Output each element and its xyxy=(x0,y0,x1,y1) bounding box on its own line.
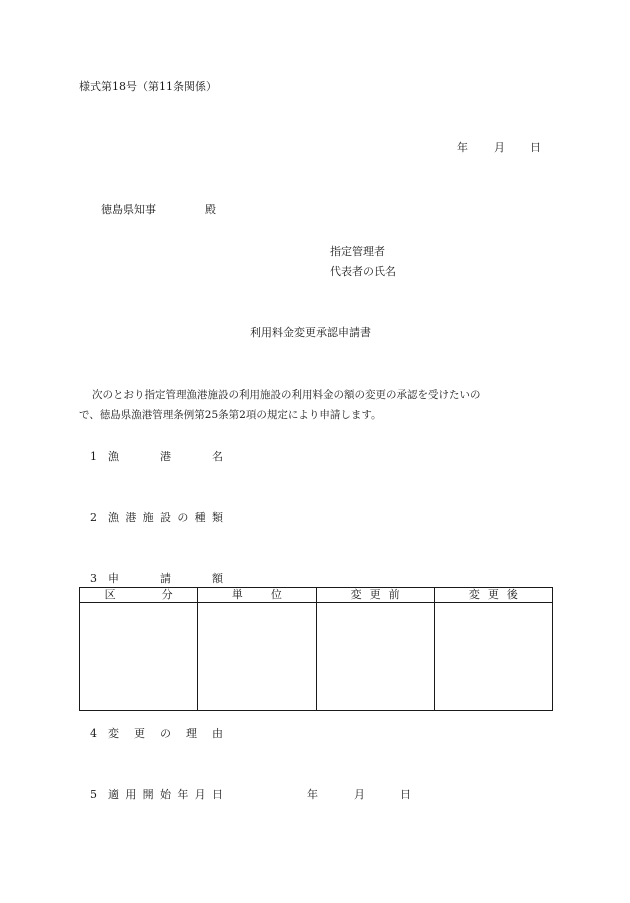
cell-after-change xyxy=(434,603,552,711)
label-char: 変 xyxy=(108,727,119,740)
header-char: 更 xyxy=(487,588,499,601)
header-before-change xyxy=(316,588,434,603)
start-date-month-label: 月 xyxy=(354,788,365,801)
addressee-honorific: 殿 xyxy=(205,203,216,216)
label-char: 日 xyxy=(211,788,223,801)
item-4-number: 4 xyxy=(90,727,97,740)
header-char: 変 xyxy=(468,588,480,601)
date-month-label: 月 xyxy=(494,141,505,154)
label-char: 漁 xyxy=(108,450,119,463)
label-char: 施 xyxy=(142,511,154,524)
header-after-change xyxy=(434,588,552,603)
label-char: の xyxy=(177,511,189,524)
label-char: 年 xyxy=(177,788,189,801)
amount-table xyxy=(79,587,553,711)
label-char: の xyxy=(160,727,171,740)
header-char: 位 xyxy=(270,588,282,601)
label-char: 類 xyxy=(211,511,223,524)
label-char: 漁 xyxy=(108,511,119,524)
label-char: 理 xyxy=(186,727,197,740)
item-2-label xyxy=(108,511,223,525)
table-header-row xyxy=(80,588,553,603)
header-char: 後 xyxy=(506,588,518,601)
header-char: 更 xyxy=(369,588,381,601)
label-char: 港 xyxy=(160,450,171,463)
header-char: 前 xyxy=(388,588,400,601)
item-2-number: 2 xyxy=(90,511,97,524)
label-char: 月 xyxy=(194,788,206,801)
label-char: 請 xyxy=(160,572,171,585)
cell-category xyxy=(80,603,198,711)
document-title: 利用料金変更承認申請書 xyxy=(250,326,371,339)
item-5-label xyxy=(108,788,223,802)
label-char: 設 xyxy=(159,511,171,524)
cell-unit xyxy=(198,603,316,711)
header-char: 区 xyxy=(104,588,116,601)
label-char: 申 xyxy=(108,572,119,585)
body-line-2: で、徳島県漁港管理条例第25条第2項の規定により申請します。 xyxy=(79,409,382,421)
header-unit xyxy=(198,588,316,603)
body-line-1: 次のとおり指定管理漁港施設の利用施設の利用料金の額の変更の承認を受けたいの xyxy=(92,389,481,401)
form-number: 様式第18号（第11条関係） xyxy=(79,80,217,93)
date-day-label: 日 xyxy=(530,141,541,154)
label-char: 種 xyxy=(194,511,206,524)
item-3-label xyxy=(108,572,223,586)
header-category xyxy=(80,588,198,603)
label-char: 始 xyxy=(159,788,171,801)
cell-before-change xyxy=(316,603,434,711)
date-year-label: 年 xyxy=(457,141,468,154)
header-char: 変 xyxy=(350,588,362,601)
item-5-number: 5 xyxy=(90,788,97,801)
item-1-number: 1 xyxy=(90,450,97,463)
item-3-number: 3 xyxy=(90,572,97,585)
item-1-label xyxy=(108,450,223,464)
applicant-representative-name: 代表者の氏名 xyxy=(330,265,396,278)
start-date-day-label: 日 xyxy=(400,788,411,801)
applicant-designated-manager: 指定管理者 xyxy=(330,245,385,258)
label-char: 額 xyxy=(212,572,223,585)
label-char: 適 xyxy=(108,788,119,801)
item-4-label xyxy=(108,727,223,741)
label-char: 開 xyxy=(142,788,154,801)
header-char: 単 xyxy=(231,588,243,601)
label-char: 港 xyxy=(125,511,137,524)
label-char: 用 xyxy=(125,788,137,801)
table-row xyxy=(80,603,553,711)
start-date-year-label: 年 xyxy=(307,788,318,801)
label-char: 名 xyxy=(212,450,223,463)
header-char: 分 xyxy=(161,588,173,601)
label-char: 由 xyxy=(212,727,223,740)
addressee-name: 徳島県知事 xyxy=(101,203,156,216)
label-char: 更 xyxy=(134,727,145,740)
